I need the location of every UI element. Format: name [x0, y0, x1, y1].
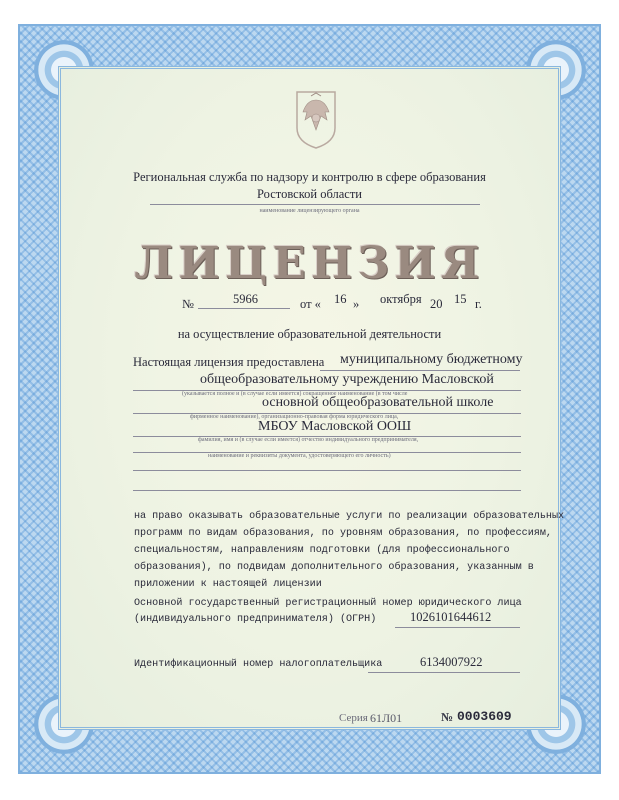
date-day-close: »: [353, 297, 360, 311]
granted-label: Настоящая лицензия предоставлена: [133, 355, 325, 369]
license-number: 5966: [233, 292, 258, 306]
ogrn-value: 1026101644612: [410, 610, 492, 624]
license-number-label: №: [182, 297, 194, 311]
number-underline: [198, 308, 290, 309]
licensee-caption-1: (указывается полное и (в случае если имеется) сокращенное наименование (в том числе: [182, 391, 408, 397]
licensee-underline: [320, 370, 520, 371]
inn-underline: [368, 672, 520, 673]
licensee-caption-2: фирменное наименование), организационно-правовая форма юридического лица,: [190, 414, 399, 420]
rights-line-1: на право оказывать образовательные услуги по реализации образовательных: [134, 511, 565, 522]
licensee-name-line3: основной общеобразовательной школе: [262, 395, 494, 410]
date-year-suffix: г.: [475, 297, 482, 311]
licensee-caption-3: фамилия, имя и (в случае если имеется) отчество индивидуального предпринимателя,: [198, 437, 419, 443]
rights-line-2: программ по видам образования, по уровням образования, по профессиям,: [134, 528, 552, 539]
licensee-caption-4: наименование и реквизиты документа, удостоверяющего его личность): [208, 453, 391, 459]
date-year-prefix: 20: [430, 297, 443, 311]
authority-underline: [150, 204, 480, 205]
coat-of-arms-icon: [291, 88, 341, 150]
form-number-label: №: [441, 710, 454, 724]
series-value: 61Л01: [370, 711, 403, 725]
authority-caption: наименование лицензирующего органа: [259, 208, 360, 214]
date-month: октября: [380, 292, 422, 306]
activity-type: на осуществление образовательной деятельности: [177, 327, 442, 341]
series-label: Серия: [339, 712, 368, 724]
authority-name-line1: Региональная служба по надзору и контролю в сфере образования: [133, 170, 486, 184]
inn-label: Идентификационный номер налогоплательщика: [134, 659, 383, 670]
licensee-name-line2: общеобразовательному учреждению Масловской: [200, 372, 494, 387]
form-number: 0003609: [457, 709, 512, 724]
date-year: 15: [454, 292, 467, 306]
ogrn-label-line2: (индивидуального предпринимателя) (ОГРН): [134, 614, 377, 625]
licensee-name-line1: муниципальному бюджетному: [340, 352, 523, 367]
rights-line-4: образования), по подвидам дополнительного образования, указанным в: [134, 562, 534, 573]
licensee-underline: [133, 490, 521, 491]
ogrn-label-line1: Основной государственный регистрационный номер юридического лица: [134, 598, 522, 609]
date-day: 16: [334, 292, 347, 306]
rights-line-5: приложении к настоящей лицензии: [134, 579, 322, 590]
date-from-label: от «: [300, 297, 321, 311]
ogrn-underline: [395, 627, 520, 628]
rights-line-3: специальностям, направлениям подготовки (для профессионального: [134, 545, 510, 556]
licensee-underline: [133, 470, 521, 471]
inn-value: 6134007922: [420, 655, 483, 669]
licensee-short-name: МБОУ Масловской ООШ: [258, 419, 412, 434]
authority-name-line2: Ростовской области: [257, 187, 362, 201]
document-title: ЛИЦЕНЗИЯ: [134, 238, 485, 289]
